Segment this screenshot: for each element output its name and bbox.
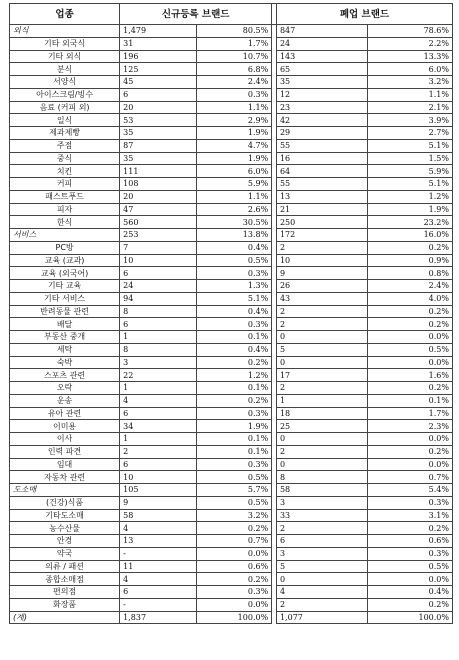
table-row (10, 267, 453, 280)
table-row (10, 216, 453, 229)
closed-brand-count: 16 (276, 152, 367, 165)
closed-brand-percent: 1.6% (367, 369, 452, 382)
new-brand-percent: 5.7% (196, 484, 271, 497)
row-category-name: 화장품 (10, 598, 120, 611)
table-row (10, 445, 453, 458)
new-brand-percent: 0.5% (196, 254, 271, 267)
new-brand-count: 8 (120, 343, 197, 356)
table-row (10, 152, 453, 165)
row-category-name: 중식 (10, 152, 120, 165)
new-brand-count: 11 (120, 560, 197, 573)
row-category-name: 종합소매점 (10, 573, 120, 586)
row-category-name: (건강)식품 (10, 496, 120, 509)
row-category-name: 도소매 (10, 484, 120, 497)
new-brand-count: 10 (120, 471, 197, 484)
row-category-name: 인력 파견 (10, 445, 120, 458)
row-category-name: 농수산물 (10, 522, 120, 535)
closed-brand-count: 29 (276, 127, 367, 140)
new-brand-count: 2 (120, 445, 197, 458)
closed-brand-percent: 78.6% (367, 25, 452, 38)
closed-brand-count: 1 (276, 394, 367, 407)
row-category-name: 세탁 (10, 343, 120, 356)
closed-brand-count: 9 (276, 267, 367, 280)
new-brand-percent: 0.3% (196, 88, 271, 101)
row-category-name: 아이스크림/빙수 (10, 88, 120, 101)
closed-brand-percent: 0.0% (367, 356, 452, 369)
table-row (10, 280, 453, 293)
table-row (10, 127, 453, 140)
new-brand-count: 6 (120, 267, 197, 280)
table-row (10, 190, 453, 203)
table-row-group (10, 25, 453, 38)
closed-brand-count: 18 (276, 407, 367, 420)
closed-brand-count: 55 (276, 139, 367, 152)
table-row (10, 433, 453, 446)
new-brand-count: 105 (120, 484, 197, 497)
new-brand-count: 31 (120, 37, 197, 50)
new-brand-percent: 0.3% (196, 586, 271, 599)
new-brand-count: 10 (120, 254, 197, 267)
new-brand-count: 9 (120, 496, 197, 509)
closed-brand-count: 5 (276, 560, 367, 573)
new-brand-count: 3 (120, 356, 197, 369)
closed-brand-count: 0 (276, 458, 367, 471)
row-category-name: 운송 (10, 394, 120, 407)
closed-brand-percent: 5.1% (367, 178, 452, 191)
closed-brand-count: 2 (276, 445, 367, 458)
closed-brand-percent: 100.0% (367, 611, 452, 624)
closed-brand-count: 3 (276, 547, 367, 560)
table-row (10, 407, 453, 420)
new-brand-count: 6 (120, 586, 197, 599)
table-row (10, 88, 453, 101)
new-brand-percent: 1.9% (196, 152, 271, 165)
new-brand-count: 47 (120, 203, 197, 216)
row-category-name: 반려동물 관련 (10, 305, 120, 318)
row-category-name: 숙박 (10, 356, 120, 369)
closed-brand-percent: 0.7% (367, 471, 452, 484)
closed-brand-percent: 1.9% (367, 203, 452, 216)
closed-brand-count: 25 (276, 420, 367, 433)
table-row (10, 114, 453, 127)
new-brand-percent: 0.1% (196, 331, 271, 344)
table-row (10, 458, 453, 471)
table-row (10, 63, 453, 76)
closed-brand-count: 64 (276, 165, 367, 178)
closed-brand-percent: 3.9% (367, 114, 452, 127)
closed-brand-count: 17 (276, 369, 367, 382)
table-row (10, 573, 453, 586)
table-row (10, 331, 453, 344)
row-category-name: 편의점 (10, 586, 120, 599)
closed-brand-percent: 0.3% (367, 547, 452, 560)
new-brand-percent: 0.3% (196, 458, 271, 471)
new-brand-percent: 1.3% (196, 280, 271, 293)
new-brand-percent: 80.5% (196, 25, 271, 38)
table-row (10, 547, 453, 560)
new-brand-percent: 0.3% (196, 407, 271, 420)
table-row (10, 178, 453, 191)
closed-brand-percent: 1.5% (367, 152, 452, 165)
table-row (10, 305, 453, 318)
new-brand-count: 87 (120, 139, 197, 152)
new-brand-count: 1 (120, 382, 197, 395)
closed-brand-count: 0 (276, 573, 367, 586)
table-body (10, 25, 453, 624)
row-category-name: 유아 관련 (10, 407, 120, 420)
closed-brand-percent: 16.0% (367, 229, 452, 242)
new-brand-count: 6 (120, 407, 197, 420)
new-brand-count: 8 (120, 305, 197, 318)
new-brand-count: 24 (120, 280, 197, 293)
table-row (10, 343, 453, 356)
table-row (10, 471, 453, 484)
closed-brand-percent: 5.9% (367, 165, 452, 178)
new-brand-percent: 0.0% (196, 547, 271, 560)
new-brand-count: 1,837 (120, 611, 197, 624)
new-brand-percent: 5.1% (196, 292, 271, 305)
closed-brand-percent: 2.1% (367, 101, 452, 114)
closed-brand-percent: 0.3% (367, 496, 452, 509)
row-category-name: 배달 (10, 318, 120, 331)
closed-brand-count: 4 (276, 586, 367, 599)
closed-brand-percent: 0.2% (367, 522, 452, 535)
table-row (10, 496, 453, 509)
new-brand-percent: 0.4% (196, 305, 271, 318)
closed-brand-percent: 6.0% (367, 63, 452, 76)
closed-brand-count: 1,077 (276, 611, 367, 624)
table-row (10, 598, 453, 611)
closed-brand-percent: 0.5% (367, 343, 452, 356)
closed-brand-percent: 5.4% (367, 484, 452, 497)
new-brand-count: 22 (120, 369, 197, 382)
new-brand-percent: 0.2% (196, 394, 271, 407)
row-category-name: 분식 (10, 63, 120, 76)
new-brand-percent: 100.0% (196, 611, 271, 624)
header-closed-brands: 폐업 브랜드 (276, 4, 452, 25)
row-category-name: 커피 (10, 178, 120, 191)
closed-brand-count: 35 (276, 76, 367, 89)
new-brand-percent: 0.0% (196, 598, 271, 611)
new-brand-count: 7 (120, 241, 197, 254)
table-row (10, 509, 453, 522)
new-brand-percent: 1.1% (196, 190, 271, 203)
new-brand-count: 45 (120, 76, 197, 89)
new-brand-percent: 1.2% (196, 369, 271, 382)
closed-brand-count: 0 (276, 433, 367, 446)
new-brand-percent: 0.3% (196, 318, 271, 331)
closed-brand-count: 55 (276, 178, 367, 191)
closed-brand-percent: 0.0% (367, 331, 452, 344)
closed-brand-percent: 0.4% (367, 586, 452, 599)
table-row (10, 254, 453, 267)
table-row (10, 241, 453, 254)
closed-brand-count: 13 (276, 190, 367, 203)
closed-brand-count: 2 (276, 598, 367, 611)
new-brand-percent: 1.9% (196, 420, 271, 433)
row-category-name: PC방 (10, 241, 120, 254)
new-brand-count: 196 (120, 50, 197, 63)
closed-brand-count: 42 (276, 114, 367, 127)
closed-brand-count: 172 (276, 229, 367, 242)
closed-brand-count: 2 (276, 241, 367, 254)
closed-brand-count: 2 (276, 382, 367, 395)
row-category-name: 의류 / 패션 (10, 560, 120, 573)
header-new-brands: 신규등록 브랜드 (120, 4, 272, 25)
closed-brand-count: 12 (276, 88, 367, 101)
row-category-name: 제과제빵 (10, 127, 120, 140)
new-brand-percent: 1.1% (196, 101, 271, 114)
new-brand-percent: 13.8% (196, 229, 271, 242)
closed-brand-count: 2 (276, 522, 367, 535)
table-row (10, 586, 453, 599)
closed-brand-count: 23 (276, 101, 367, 114)
closed-brand-count: 65 (276, 63, 367, 76)
table-row (10, 50, 453, 63)
row-category-name: 자동차 관련 (10, 471, 120, 484)
new-brand-percent: 0.2% (196, 573, 271, 586)
new-brand-count: 1 (120, 433, 197, 446)
closed-brand-percent: 0.0% (367, 433, 452, 446)
row-category-name: 기타 외국식 (10, 37, 120, 50)
closed-brand-percent: 2.2% (367, 37, 452, 50)
new-brand-percent: 0.4% (196, 241, 271, 254)
row-category-name: 부동산 중개 (10, 331, 120, 344)
table-row-group (10, 484, 453, 497)
new-brand-count: 34 (120, 420, 197, 433)
new-brand-count: 1,479 (120, 25, 197, 38)
row-category-name: 주점 (10, 139, 120, 152)
closed-brand-percent: 0.2% (367, 382, 452, 395)
closed-brand-count: 0 (276, 356, 367, 369)
row-category-name: 이사 (10, 433, 120, 446)
new-brand-count: 53 (120, 114, 197, 127)
new-brand-count: 111 (120, 165, 197, 178)
new-brand-count: 13 (120, 535, 197, 548)
closed-brand-count: 6 (276, 535, 367, 548)
row-category-name: 교육 (교과) (10, 254, 120, 267)
row-category-name: 피자 (10, 203, 120, 216)
new-brand-percent: 2.9% (196, 114, 271, 127)
new-brand-count: - (120, 547, 197, 560)
row-category-name: 치킨 (10, 165, 120, 178)
new-brand-count: 125 (120, 63, 197, 76)
closed-brand-percent: 0.5% (367, 560, 452, 573)
table-row (10, 165, 453, 178)
row-category-name: 임대 (10, 458, 120, 471)
closed-brand-percent: 0.2% (367, 241, 452, 254)
new-brand-percent: 0.5% (196, 496, 271, 509)
closed-brand-percent: 3.1% (367, 509, 452, 522)
closed-brand-count: 250 (276, 216, 367, 229)
table-row (10, 522, 453, 535)
row-category-name: 한식 (10, 216, 120, 229)
new-brand-percent: 6.0% (196, 165, 271, 178)
closed-brand-count: 2 (276, 318, 367, 331)
table-row (10, 356, 453, 369)
row-category-name: 약국 (10, 547, 120, 560)
new-brand-count: 560 (120, 216, 197, 229)
row-category-name: 외식 (10, 25, 120, 38)
new-brand-count: 253 (120, 229, 197, 242)
new-brand-percent: 6.8% (196, 63, 271, 76)
new-brand-percent: 0.6% (196, 560, 271, 573)
closed-brand-count: 21 (276, 203, 367, 216)
closed-brand-percent: 0.0% (367, 458, 452, 471)
row-category-name: 서양식 (10, 76, 120, 89)
closed-brand-percent: 1.7% (367, 407, 452, 420)
closed-brand-count: 2 (276, 305, 367, 318)
new-brand-percent: 30.5% (196, 216, 271, 229)
new-brand-percent: 0.7% (196, 535, 271, 548)
row-category-name: 이미용 (10, 420, 120, 433)
closed-brand-percent: 0.2% (367, 598, 452, 611)
closed-brand-percent: 0.9% (367, 254, 452, 267)
closed-brand-percent: 13.3% (367, 50, 452, 63)
row-category-name: 패스트푸드 (10, 190, 120, 203)
new-brand-count: 58 (120, 509, 197, 522)
new-brand-percent: 5.9% (196, 178, 271, 191)
new-brand-percent: 0.1% (196, 382, 271, 395)
header-category: 업종 (10, 4, 120, 25)
row-category-name: 스포츠 관련 (10, 369, 120, 382)
new-brand-count: 94 (120, 292, 197, 305)
new-brand-count: 20 (120, 101, 197, 114)
table-row (10, 318, 453, 331)
table-row (10, 535, 453, 548)
table-row-group (10, 229, 453, 242)
closed-brand-percent: 3.2% (367, 76, 452, 89)
table-row (10, 292, 453, 305)
table-row (10, 420, 453, 433)
new-brand-percent: 10.7% (196, 50, 271, 63)
closed-brand-count: 10 (276, 254, 367, 267)
new-brand-percent: 3.2% (196, 509, 271, 522)
closed-brand-count: 8 (276, 471, 367, 484)
closed-brand-percent: 23.2% (367, 216, 452, 229)
row-category-name: 오락 (10, 382, 120, 395)
row-category-name: 안경 (10, 535, 120, 548)
closed-brand-percent: 5.1% (367, 139, 452, 152)
table-row (10, 37, 453, 50)
closed-brand-count: 3 (276, 496, 367, 509)
table-row (10, 101, 453, 114)
closed-brand-percent: 1.2% (367, 190, 452, 203)
new-brand-percent: 0.3% (196, 267, 271, 280)
closed-brand-percent: 2.3% (367, 420, 452, 433)
new-brand-count: 4 (120, 522, 197, 535)
new-brand-count: 35 (120, 152, 197, 165)
table-row (10, 76, 453, 89)
closed-brand-percent: 0.2% (367, 445, 452, 458)
new-brand-percent: 1.7% (196, 37, 271, 50)
new-brand-percent: 0.1% (196, 433, 271, 446)
table-row (10, 369, 453, 382)
closed-brand-percent: 2.4% (367, 280, 452, 293)
row-category-name: 교육 (외국어) (10, 267, 120, 280)
row-category-name: 기타 외식 (10, 50, 120, 63)
closed-brand-count: 5 (276, 343, 367, 356)
closed-brand-count: 43 (276, 292, 367, 305)
table-row (10, 203, 453, 216)
closed-brand-percent: 1.1% (367, 88, 452, 101)
closed-brand-count: 847 (276, 25, 367, 38)
new-brand-percent: 0.5% (196, 471, 271, 484)
new-brand-percent: 2.6% (196, 203, 271, 216)
closed-brand-count: 143 (276, 50, 367, 63)
new-brand-count: 6 (120, 88, 197, 101)
closed-brand-percent: 2.7% (367, 127, 452, 140)
table-row (10, 560, 453, 573)
closed-brand-count: 24 (276, 37, 367, 50)
new-brand-count: 20 (120, 190, 197, 203)
closed-brand-count: 0 (276, 331, 367, 344)
row-category-name: 음료 (커피 외) (10, 101, 120, 114)
closed-brand-percent: 0.8% (367, 267, 452, 280)
new-brand-count: 35 (120, 127, 197, 140)
row-category-name: 기타 서비스 (10, 292, 120, 305)
new-brand-count: 6 (120, 318, 197, 331)
closed-brand-percent: 0.0% (367, 573, 452, 586)
row-category-name: 기타 교육 (10, 280, 120, 293)
closed-brand-percent: 4.0% (367, 292, 452, 305)
row-category-name: 일식 (10, 114, 120, 127)
table-row (10, 382, 453, 395)
new-brand-count: - (120, 598, 197, 611)
row-category-name: 서비스 (10, 229, 120, 242)
row-category-name: (계) (10, 611, 120, 624)
closed-brand-percent: 0.2% (367, 318, 452, 331)
new-brand-percent: 1.9% (196, 127, 271, 140)
brand-statistics-table (9, 3, 453, 624)
new-brand-count: 6 (120, 458, 197, 471)
new-brand-percent: 4.7% (196, 139, 271, 152)
closed-brand-percent: 0.1% (367, 394, 452, 407)
new-brand-count: 108 (120, 178, 197, 191)
new-brand-count: 4 (120, 573, 197, 586)
table-row (10, 139, 453, 152)
closed-brand-percent: 0.6% (367, 535, 452, 548)
new-brand-count: 1 (120, 331, 197, 344)
new-brand-percent: 0.2% (196, 356, 271, 369)
new-brand-count: 4 (120, 394, 197, 407)
new-brand-percent: 2.4% (196, 76, 271, 89)
new-brand-percent: 0.2% (196, 522, 271, 535)
table-header-row (10, 4, 453, 25)
row-category-name: 기타도소매 (10, 509, 120, 522)
closed-brand-percent: 0.2% (367, 305, 452, 318)
table-row (10, 394, 453, 407)
new-brand-percent: 0.4% (196, 343, 271, 356)
table-row-total (10, 611, 453, 624)
new-brand-percent: 0.1% (196, 445, 271, 458)
closed-brand-count: 26 (276, 280, 367, 293)
closed-brand-count: 33 (276, 509, 367, 522)
closed-brand-count: 58 (276, 484, 367, 497)
